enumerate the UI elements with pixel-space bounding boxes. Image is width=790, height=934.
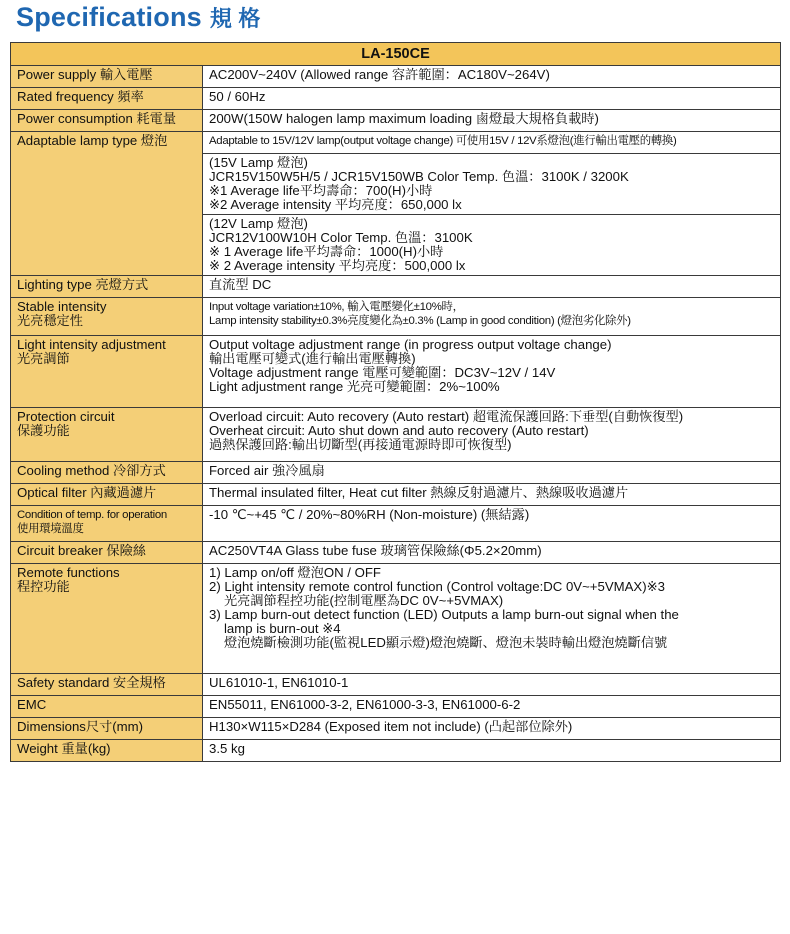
- spec-value: [203, 215, 781, 276]
- spec-row: [11, 542, 781, 564]
- spec-value: [203, 88, 781, 110]
- spec-value-line: Overload circuit: Auto recovery (Auto restart) 超電流保護回路:下垂型(自動恢復型): [209, 409, 684, 424]
- spec-value-line: Voltage adjustment range 電壓可變範圍：DC3V~12V / 14V: [209, 365, 556, 380]
- spec-label: [11, 336, 203, 408]
- spec-value-line: 200W(150W halogen lamp maximum loading 鹵燈最大規格負載時): [209, 111, 599, 126]
- spec-value: [203, 462, 781, 484]
- spec-value-line: Input voltage variation±10%, 輸入電壓變化±10%時，: [209, 301, 464, 313]
- spec-label-line: Safety standard 安全規格: [17, 675, 166, 690]
- spec-value-line: -10 ℃~+45 ℃ / 20%~80%RH (Non-moisture) (無結露): [209, 507, 530, 522]
- spec-row: [11, 696, 781, 718]
- spec-value-line: 3.5 kg: [209, 741, 245, 756]
- spec-label-line: 光亮穩定性: [17, 313, 83, 328]
- spec-value-line: Thermal insulated filter, Heat cut filter 熱線反射過濾片、熱線吸收過濾片: [209, 485, 629, 500]
- spec-label-line: Dimensions尺寸(mm): [17, 719, 144, 734]
- spec-value-line: lamp is burn-out ※4: [224, 621, 341, 636]
- spec-value: [203, 484, 781, 506]
- page-title-en: Specifications: [16, 2, 202, 32]
- spec-value-line: ※ 2 Average intensity 平均亮度：500,000 lx: [209, 258, 466, 273]
- spec-value-line: (15V Lamp 燈泡): [209, 155, 308, 170]
- spec-label: [11, 674, 203, 696]
- spec-row: [11, 718, 781, 740]
- spec-row: [11, 110, 781, 132]
- spec-label: [11, 408, 203, 462]
- spec-value-line: 直流型 DC: [209, 277, 272, 292]
- spec-value-line: JCR15V150W5H/5 / JCR15V150WB Color Temp. 色溫：3100K / 3200K: [209, 169, 629, 184]
- spec-row: [11, 408, 781, 462]
- spec-value-line: Adaptable to 15V/12V lamp(output voltage change) 可使用15V / 12V系燈泡(進行輸出電壓的轉換): [209, 135, 677, 147]
- spec-value-line: Output voltage adjustment range (in progress output voltage change): [209, 337, 612, 352]
- spec-value: [203, 154, 781, 215]
- spec-value: [203, 564, 781, 674]
- spec-value-line: 過熱保護回路:輸出切斷型(再接通電源時即可恢復型): [209, 437, 512, 452]
- spec-label-line: Optical filter 內藏過濾片: [17, 485, 157, 500]
- spec-value: [203, 740, 781, 762]
- spec-label-line: Power supply 輸入電壓: [17, 67, 153, 82]
- spec-value-line: ※1 Average life平均壽命：700(H)小時: [209, 183, 433, 198]
- spec-value: [203, 542, 781, 564]
- spec-value: [203, 696, 781, 718]
- spec-value-line: 光亮調節程控功能(控制電壓為DC 0V~+5VMAX): [224, 593, 504, 608]
- spec-value-line: 1) Lamp on/off 燈泡ON / OFF: [209, 565, 381, 580]
- spec-value: [203, 276, 781, 298]
- spec-row: [11, 506, 781, 542]
- spec-label-line: EMC: [17, 697, 47, 712]
- spec-label: [11, 88, 203, 110]
- spec-label-line: 光亮調節: [17, 351, 70, 366]
- spec-value-line: UL61010-1, EN61010-1: [209, 675, 349, 690]
- spec-label-line: 保護功能: [17, 423, 70, 438]
- spec-label: [11, 132, 203, 276]
- spec-label-line: Stable intensity: [17, 299, 107, 314]
- spec-value-line: ※ 1 Average life平均壽命：1000(H)小時: [209, 244, 444, 259]
- spec-value: [203, 336, 781, 408]
- spec-value-line: Forced air 強冷風扇: [209, 463, 325, 478]
- spec-label-line: Light intensity adjustment: [17, 337, 166, 352]
- spec-value-line: H130×W115×D284 (Exposed item not include) (凸起部位除外): [209, 719, 573, 734]
- spec-value: [203, 674, 781, 696]
- spec-value-line: AC200V~240V (Allowed range 容許範圍：AC180V~264V): [209, 67, 550, 82]
- spec-label: [11, 718, 203, 740]
- model-header: LA-150CE: [11, 43, 781, 66]
- spec-value-line: ※2 Average intensity 平均亮度：650,000 lx: [209, 197, 462, 212]
- spec-label: [11, 564, 203, 674]
- spec-row: [11, 276, 781, 298]
- spec-row: [11, 564, 781, 674]
- spec-value: [203, 506, 781, 542]
- spec-value: [203, 718, 781, 740]
- spec-row: [11, 298, 781, 336]
- spec-row: [11, 88, 781, 110]
- page-title: [16, 2, 261, 33]
- spec-label-line: Circuit breaker 保險絲: [17, 543, 146, 558]
- spec-value: [203, 298, 781, 336]
- spec-value-line: 3) Lamp burn-out detect function (LED) Outputs a lamp burn-out signal when the: [209, 607, 679, 622]
- spec-value: [203, 132, 781, 154]
- spec-row: [11, 674, 781, 696]
- spec-label: [11, 462, 203, 484]
- spec-value-line: 2) Light intensity remote control function (Control voltage:DC 0V~+5VMAX)※3: [209, 579, 665, 594]
- spec-label-line: Weight 重量(kg): [17, 741, 111, 756]
- spec-value-line: (12V Lamp 燈泡): [209, 216, 308, 231]
- spec-label-line: 程控功能: [17, 579, 70, 594]
- spec-value-line: Light adjustment range 光亮可變範圍：2%~100%: [209, 379, 500, 394]
- spec-label: [11, 696, 203, 718]
- spec-row: [11, 336, 781, 408]
- spec-row: [11, 462, 781, 484]
- spec-label: [11, 66, 203, 88]
- spec-label: [11, 276, 203, 298]
- spec-value: [203, 408, 781, 462]
- spec-label-line: Protection circuit: [17, 409, 115, 424]
- model-header-row: [11, 43, 781, 66]
- spec-label: [11, 484, 203, 506]
- spec-value-line: 燈泡燒斷檢測功能(監視LED顯示燈)燈泡燒斷、燈泡未裝時輸出燈泡燒斷信號: [224, 635, 668, 650]
- page-title-cjk: 規 格: [209, 6, 261, 31]
- spec-label-line: Cooling method 冷卻方式: [17, 463, 166, 478]
- spec-label-line: Condition of temp. for operation: [17, 509, 167, 521]
- spec-label: [11, 542, 203, 564]
- spec-table: [10, 42, 781, 762]
- spec-row: [11, 484, 781, 506]
- spec-value-line: 輸出電壓可變式(進行輸出電壓轉換): [209, 351, 416, 366]
- spec-label-line: 使用環境溫度: [17, 523, 84, 535]
- spec-value-line: Lamp intensity stability±0.3%亮度變化為±0.3% (Lamp in good condition) (燈泡劣化除外): [209, 315, 631, 327]
- spec-label: [11, 740, 203, 762]
- spec-label-line: Power consumption 耗電量: [17, 111, 177, 126]
- spec-label: [11, 298, 203, 336]
- spec-label-line: Adaptable lamp type 燈泡: [17, 133, 168, 148]
- spec-value-line: Overheat circuit: Auto shut down and auto recovery (Auto restart): [209, 423, 589, 438]
- spec-label: [11, 506, 203, 542]
- spec-label-line: Rated frequency 頻率: [17, 89, 144, 104]
- spec-value: [203, 66, 781, 88]
- spec-row: [11, 66, 781, 88]
- spec-value-line: JCR12V100W10H Color Temp. 色溫：3100K: [209, 230, 473, 245]
- spec-label: [11, 110, 203, 132]
- spec-row: [11, 132, 781, 154]
- spec-label-line: Remote functions: [17, 565, 120, 580]
- spec-value-line: EN55011, EN61000-3-2, EN61000-3-3, EN61000-6-2: [209, 697, 521, 712]
- spec-value-line: AC250VT4A Glass tube fuse 玻璃管保險絲(Φ5.2×20mm): [209, 543, 542, 558]
- spec-label-line: Lighting type 亮燈方式: [17, 277, 149, 292]
- spec-value: [203, 110, 781, 132]
- spec-value-line: 50 / 60Hz: [209, 89, 266, 104]
- spec-row: [11, 740, 781, 762]
